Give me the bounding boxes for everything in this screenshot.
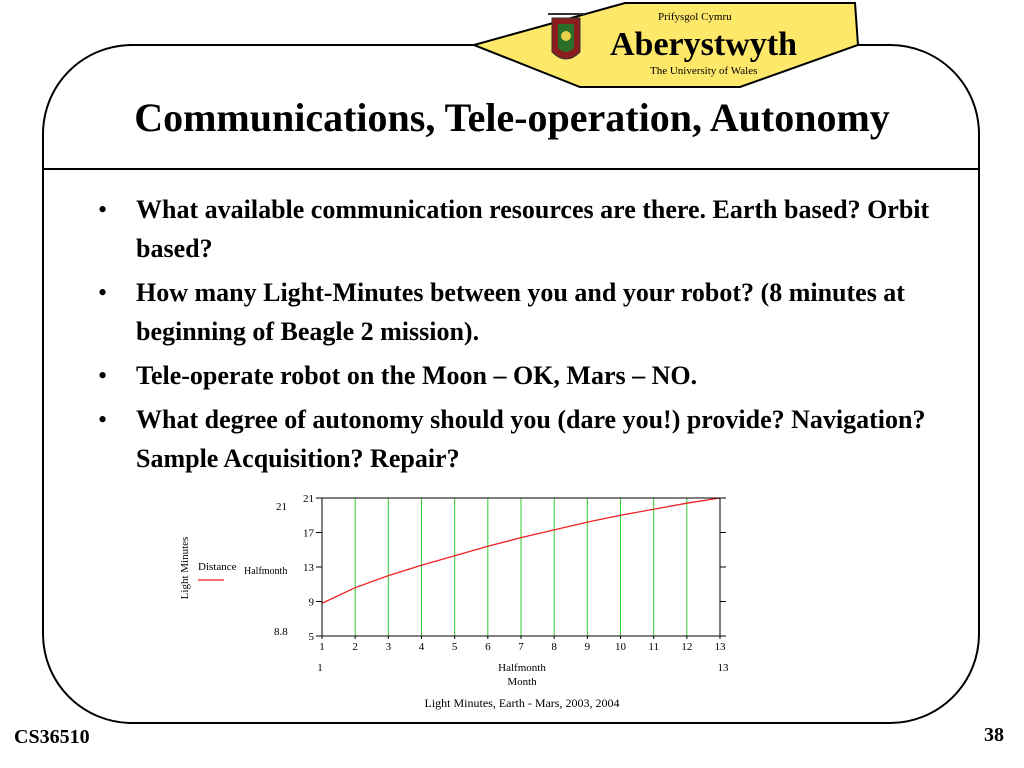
bullet-icon: •	[98, 195, 108, 224]
legend-sublabel: Halfmonth	[244, 566, 288, 577]
light-minutes-chart	[150, 488, 750, 713]
x-tick-label: 13	[714, 641, 726, 653]
logo-line-2: Aberystwyth	[610, 26, 797, 63]
bullet-icon: •	[98, 361, 108, 390]
x-axis-ticks	[319, 636, 726, 653]
logo-line-3: The University of Wales	[650, 65, 758, 77]
bullet-text: What degree of autonomy should you (dare you!) provide? Navigation? Sample Acquisition? Repair?	[136, 405, 926, 473]
x-tick-label: 2	[352, 641, 358, 653]
y-tick-label: 13	[303, 562, 314, 574]
x-tick-label: 6	[485, 641, 491, 653]
bullet-item	[96, 190, 966, 268]
x-tick-label: 9	[584, 641, 591, 653]
y-tick-label: 21	[303, 493, 314, 505]
x-tick-label: 8	[551, 641, 557, 653]
bullet-item	[96, 356, 966, 395]
bullet-text: How many Light-Minutes between you and your robot? (8 minutes at beginning of Beagle 2 mission).	[136, 278, 905, 346]
x-tick-label: 7	[518, 641, 524, 653]
x-tick-label: 5	[451, 641, 458, 653]
bullet-icon: •	[98, 405, 108, 434]
y-axis-label: Light Minutes	[179, 536, 191, 600]
x-left-annotation: 1	[317, 662, 323, 674]
course-code: CS36510	[14, 726, 90, 748]
y-bottom-annotation: 8.8	[274, 626, 288, 638]
x-right-annotation: 13	[717, 662, 729, 674]
x-axis-label: Halfmonth	[498, 662, 546, 674]
y-top-annotation: 21	[276, 501, 287, 513]
slide-title: Communications, Tele-operation, Autonomy	[134, 95, 890, 140]
bullet-icon: •	[98, 278, 108, 307]
title-divider	[42, 168, 980, 170]
x-tick-label: 1	[319, 641, 325, 653]
bullet-item	[96, 273, 966, 351]
chart-grid	[355, 498, 687, 636]
x-tick-label: 10	[615, 641, 626, 653]
x-tick-label: 11	[648, 641, 659, 653]
university-crest-icon	[548, 14, 584, 59]
y-tick-label: 9	[308, 596, 314, 609]
y-tick-label: 5	[308, 631, 314, 643]
x-tick-label: 12	[681, 641, 693, 653]
legend-label: Distance	[198, 561, 237, 573]
page-number: 38	[984, 724, 1004, 746]
y-axis-ticks	[303, 493, 726, 643]
bullet-item	[96, 400, 966, 478]
x-tick-label: 4	[418, 641, 425, 653]
x-tick-label: 3	[385, 641, 392, 653]
bullet-list	[96, 190, 966, 483]
y-tick-label: 17	[303, 527, 314, 540]
bullet-text: What available communication resources are there. Earth based? Orbit based?	[136, 195, 930, 263]
bullet-text: Tele-operate robot on the Moon – OK, Mars – NO.	[136, 361, 698, 390]
university-logo	[470, 0, 860, 90]
chart-title: Light Minutes, Earth - Mars, 2003, 2004	[424, 696, 620, 710]
logo-line-1: Prifysgol Cymru	[658, 11, 732, 23]
x-axis-sublabel: Month	[507, 676, 537, 688]
